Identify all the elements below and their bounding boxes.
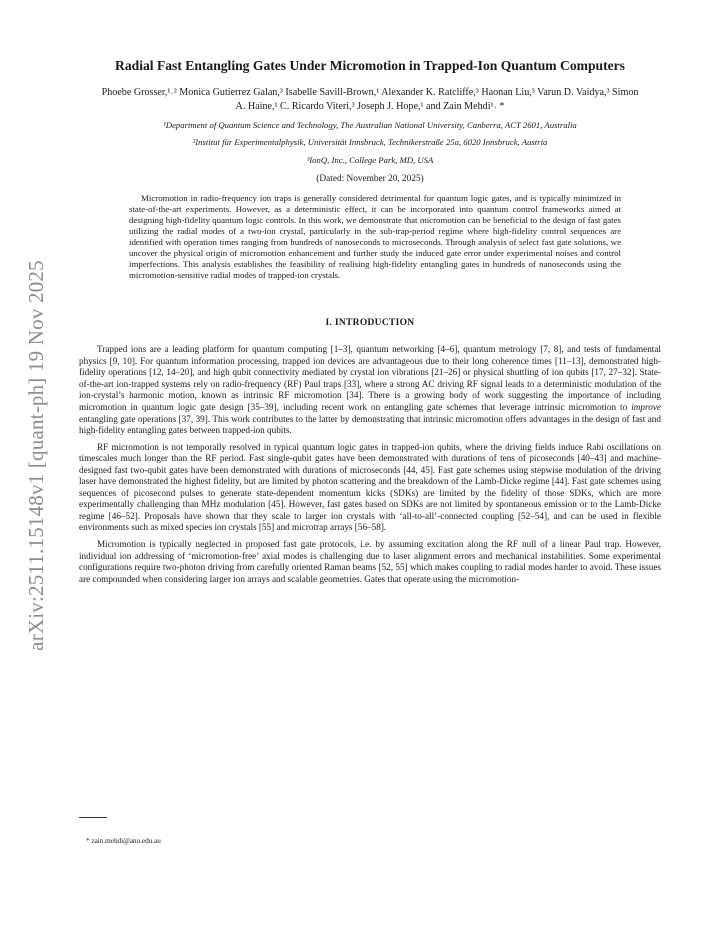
footnote-email[interactable]: * zain.mehdi@anu.edu.au <box>86 837 161 845</box>
paper-page <box>79 58 661 585</box>
intro-paragraph-2: RF micromotion is not temporally resolved in typical quantum logic gates in trapped-ion qubits, where the driving fields induce Rabi oscillations on timescales much longer than the RF period. Fast single-qubit gates have been demonstrated with durations of tens of picoseconds [40–43] and machine-designed fast two-qubit gates have been demonstrated with durations of microseconds [44, 45]. Fast gate schemes using stepwise modulation of the driving laser have demonstrated the highest fidelity, but are limited by photon scattering and the breakdown of the Lamb-Dicke regime [44]. Fast gate schemes using sequences of picosecond pulses to generate state-dependent momentum kicks (SDKs) are limited by the fidelity of those SDKs, which are more experimentally challenging than MHz modulation [45]. However, fast gates based on SDKs are not limited by spontaneous emission or to the Lamb-Dicke regime [46–52]. Proposals have shown that they scale to larger ion crystals with ‘all-to-all’-connected coupling [52–54], and can be used in flexible environments such as mixed species ion crystals [55] and microtrap arrays [56–58]. <box>79 441 661 533</box>
abstract: Micromotion in radio-frequency ion traps is generally considered detrimental for quantum logic gates, and is typically minimized in state-of-the-art experiments. However, as a deterministic effect, it can be incorporated into quantum control frameworks aimed at designing high-fidelity quantum logic controls. In this work, we demonstrate that micromotion can be beneficial to the design of fast gates utilizing the radial modes of a two-ion crystal, particularly in the sub-trap-period regime where high-fidelity control sequences are identified with operation times ranging from hundreds of nanoseconds to microseconds. Through analysis of select fast gate solutions, we uncover the physical origin of micromotion enhancement and further study the induced gate error under experimental noises and control imperfections. This analysis establishes the feasibility of realising high-fidelity entangling gates in hundreds of nanoseconds using the micromotion-sensitive radial modes of trapped-ion crystals. <box>129 192 621 281</box>
affiliation-3: ³IonQ, Inc., College Park, MD, USA <box>306 154 434 165</box>
arxiv-identifier-stamp <box>18 245 54 665</box>
paper-title: Radial Fast Entangling Gates Under Micromotion in Trapped-Ion Quantum Computers <box>115 58 625 73</box>
affiliation-1: ¹Department of Quantum Science and Technology, The Australian National University, Canberra, ACT 2601, Australia <box>163 119 577 130</box>
intro-paragraph-1-emphasis: improve <box>631 401 661 412</box>
intro-paragraph-1-text-a: Trapped ions are a leading platform for quantum computing [1–3], quantum networking [4–6], quantum metrology [7, 8], and tests of fundamental physics [9, 10]. For quantum information processing, trapped ion devices are advantageous due to their long coherence times [11–13], demonstrated high-fidelity operations [12, 14–20], and high qubit connectivity mediated by crystal ion vibrations [21–26] or physical shuttling of ion qubits [17, 27–32]. State-of-the-art ion-trapped systems rely on radio-frequency (RF) Paul traps [33], where a strong AC driving RF signal leads to a deterministic modulation of the ion-crystal’s harmonic motion, known as intrinsic RF micromotion [34]. There is a growing body of work suggesting the importance of including micromotion in quantum logic gate design [35–39], including recent work on entangling gate schemes that leverage intrinsic micromotion to <box>79 344 661 412</box>
intro-paragraph-3: Micromotion is typically neglected in proposed fast gate protocols, i.e. by assuming excitation along the RF null of a linear Paul trap. However, individual ion addressing of ‘micromotion-free’ axial modes is challenging due to laser alignment errors and mechanical instabilities. Some experimental configurations require two-photon driving from carefully oriented Raman beams [52, 55] which makes coupling to radial modes harder to avoid. These issues are compounded when considering larger ion arrays and scalable geometries. Gates that operate using the micromotion- <box>79 539 661 584</box>
author-list: Phoebe Grosser,¹˒² Monica Gutierrez Galan,³ Isabelle Savill-Brown,¹ Alexander K. Ratcliffe,³ Haonan Liu,³ Varun D. Vaidya,³ Simon A. Haine,¹ C. Ricardo Viteri,³ Joseph J. Hope,¹ and Zain Mehdi¹˒ * <box>101 87 639 112</box>
date-line: (Dated: November 20, 2025) <box>316 173 424 184</box>
section-heading-introduction: I. INTRODUCTION <box>325 318 415 329</box>
intro-paragraph-1 <box>79 344 661 436</box>
intro-paragraph-1-text-b: entangling gate operations [37, 39]. This work contributes to the latter by demonstrating that intrinsic micromotion offers advantages in the design of fast and high-fidelity entangling gates between trapped-ion qubits. <box>79 413 661 436</box>
arxiv-identifier-text: arXiv:2511.15148v1 [quant-ph] 19 Nov 2025 <box>23 259 48 651</box>
affiliation-2: ²Institut für Experimentalphysik, Universität Innsbruck, Technikerstraße 25a, 6020 Innsbruck, Austria <box>192 137 548 147</box>
footnote-rule <box>79 817 107 818</box>
